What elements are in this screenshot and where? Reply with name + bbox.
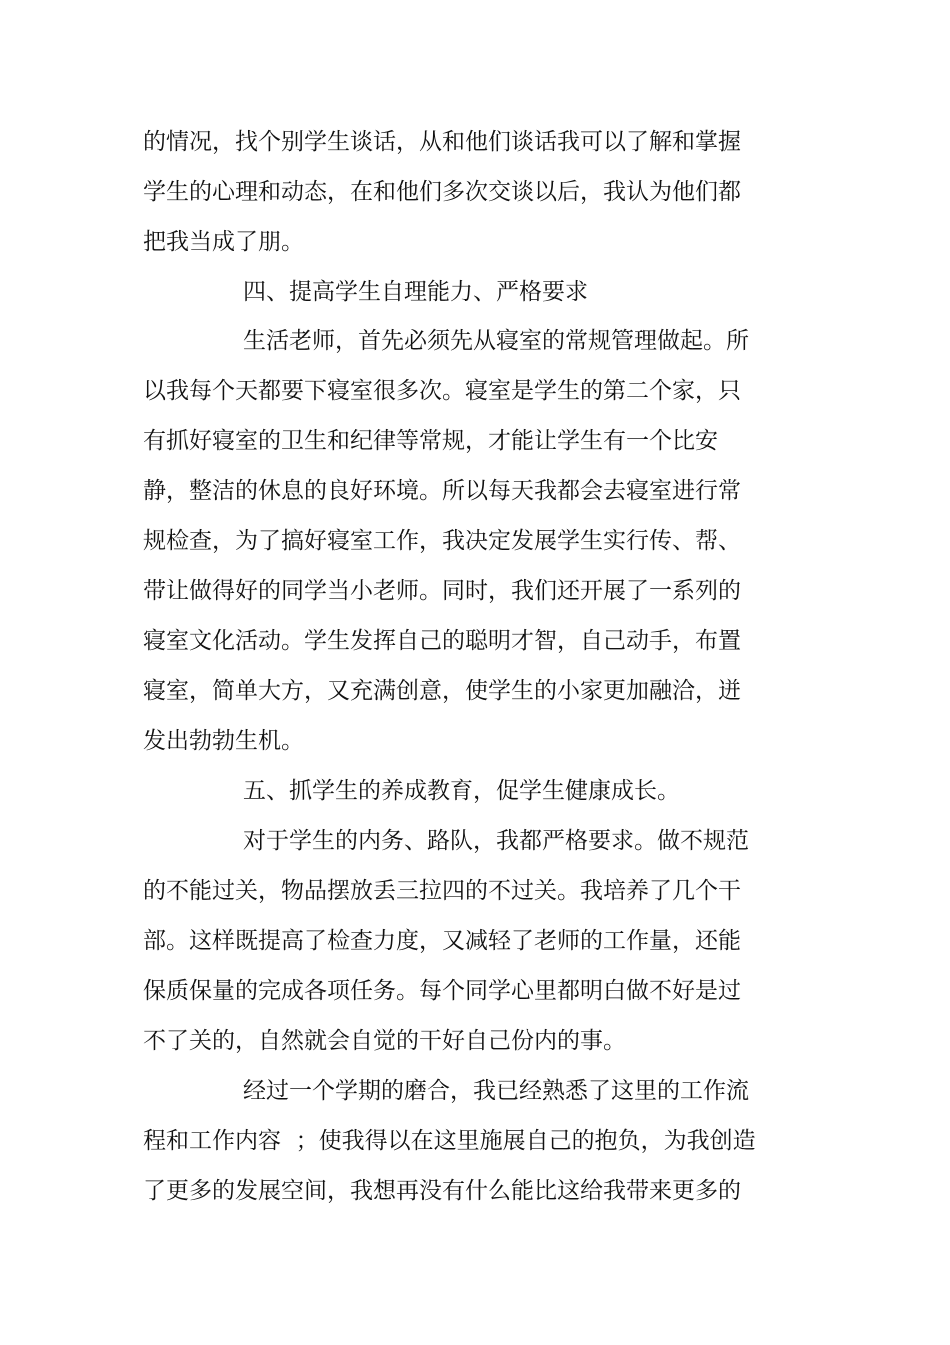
- text-line: 发出勃勃生机。: [143, 728, 304, 754]
- text-line: 部。这样既提高了检查力度，又减轻了老师的工作量，还能: [143, 928, 741, 954]
- text-line: 规检查，为了搞好寝室工作，我决定发展学生实行传、帮、: [143, 528, 741, 554]
- text-line: 生活老师，首先必须先从寝室的常规管理做起。所: [243, 328, 749, 354]
- text-line: 对于学生的内务、路队，我都严格要求。做不规范: [243, 828, 749, 854]
- text-line: 以我每个天都要下寝室很多次。寝室是学生的第二个家，只: [143, 378, 741, 404]
- text-line: 学生的心理和动态，在和他们多次交谈以后，我认为他们都: [143, 179, 741, 205]
- text-line: 经过一个学期的磨合，我已经熟悉了这里的工作流: [243, 1078, 749, 1104]
- text-line: 的情况，找个别学生谈话，从和他们谈话我可以了解和掌握: [143, 129, 741, 155]
- section-heading: 四、提高学生自理能力、严格要求: [243, 279, 588, 305]
- text-line: 静，整洁的休息的良好环境。所以每天我都会去寝室进行常: [143, 478, 741, 504]
- text-line: 保质保量的完成各项任务。每个同学心里都明白做不好是过: [143, 978, 741, 1004]
- text-line: 了更多的发展空间，我想再没有什么能比这给我带来更多的: [143, 1178, 741, 1204]
- text-line: 不了关的，自然就会自觉的干好自己份内的事。: [143, 1028, 626, 1054]
- section-heading: 五、抓学生的养成教育，促学生健康成长。: [243, 778, 680, 804]
- text-line: 把我当成了朋。: [143, 229, 304, 255]
- text-line: 寝室，简单大方，又充满创意，使学生的小家更加融洽，迸: [143, 678, 741, 704]
- text-line: 的不能过关，物品摆放丢三拉四的不过关。我培养了几个干: [143, 878, 741, 904]
- text-line: 程和工作内容 ；使我得以在这里施展自己的抱负，为我创造: [143, 1128, 756, 1154]
- text-line: 带让做得好的同学当小老师。同时，我们还开展了一系列的: [143, 578, 741, 604]
- text-line: 寝室文化活动。学生发挥自己的聪明才智，自己动手，布置: [143, 628, 741, 654]
- text-line: 有抓好寝室的卫生和纪律等常规，才能让学生有一个比安: [143, 428, 718, 454]
